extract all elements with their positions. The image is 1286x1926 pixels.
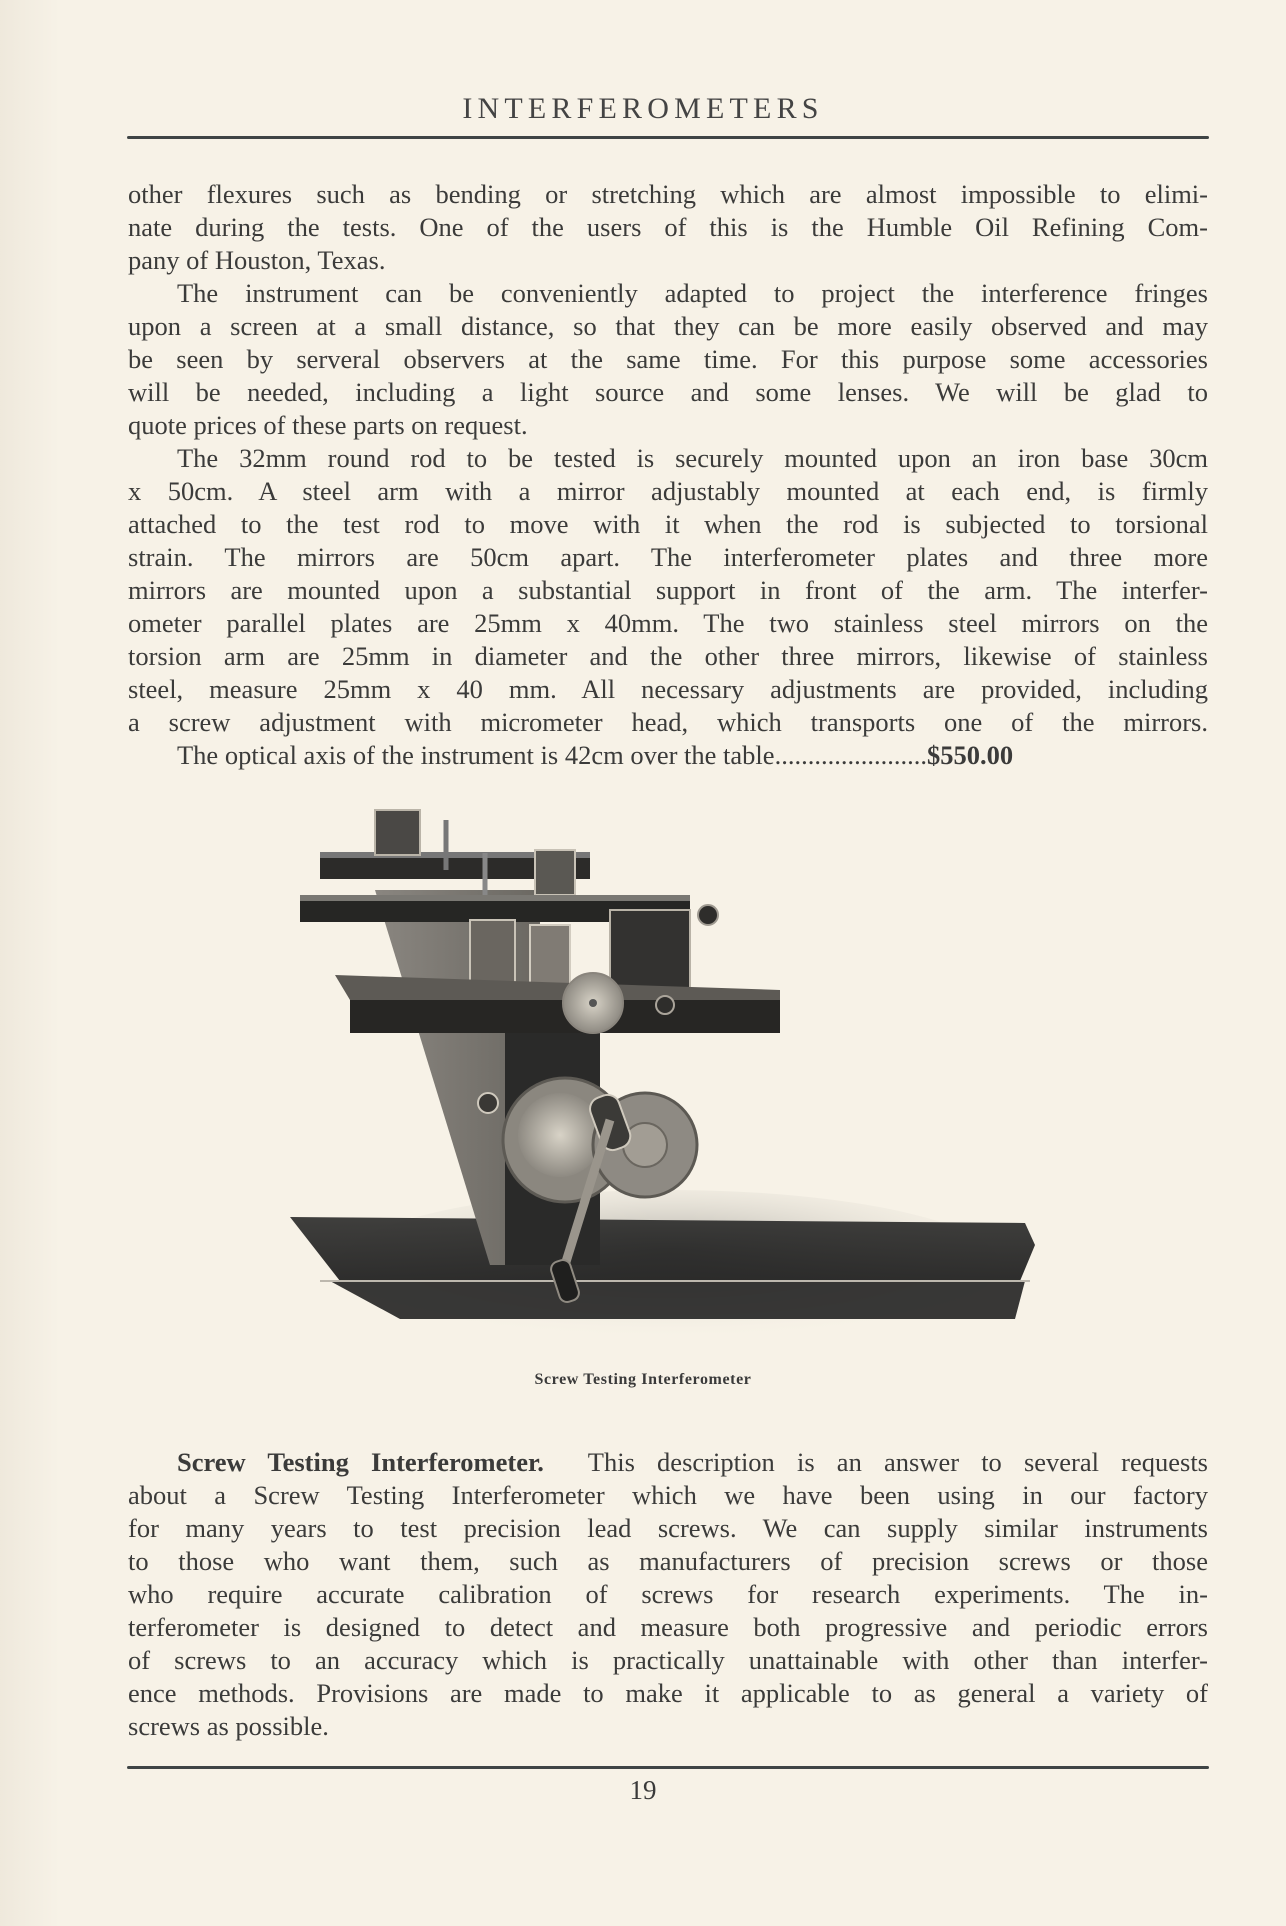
dot-leader: .......................: [774, 740, 927, 770]
text-line: strain. The mirrors are 50cm apart. The interferometer plates and three more: [128, 542, 1208, 572]
text-line: ence methods. Provisions are made to make it applicable to as general a variety of: [128, 1678, 1208, 1708]
body-text-block-1: [128, 178, 1208, 772]
text-line: for many years to test precision lead screws. We can supply similar instruments: [128, 1513, 1208, 1543]
iron-base-top: [290, 1217, 1035, 1281]
text-line: of screws to an accuracy which is practically unattainable with other than interfer-: [128, 1645, 1208, 1675]
text-line: torsion arm are 25mm in diameter and the other three mirrors, likewise of stainless: [128, 641, 1208, 671]
middle-rail-top: [300, 895, 690, 901]
text-line: steel, measure 25mm x 40 mm. All necessary adjustments are provided, including: [128, 674, 1208, 704]
header-rule: [127, 136, 1209, 139]
body-text-block-2: [128, 1446, 1208, 1743]
text-line: screws as possible.: [128, 1711, 329, 1741]
text-line: pany of Houston, Texas.: [128, 245, 386, 275]
page-edge-shade: [0, 0, 60, 1926]
text-line: attached to the test rod to move with it when the rod is subjected to torsional: [128, 509, 1208, 539]
text-line: The instrument can be conveniently adapted to project the interference fringes: [177, 278, 1208, 308]
text-line: who require accurate calibration of screws for research experiments. The in-: [128, 1579, 1208, 1609]
price-line: [128, 739, 1208, 772]
text-line: a screw adjustment with micrometer head, which transports one of the mirrors.: [128, 707, 1208, 737]
support-knob: [478, 1093, 498, 1113]
mirror-holder-1: [375, 810, 420, 855]
text-line: x 50cm. A steel arm with a mirror adjustably mounted at each end, is firmly: [128, 476, 1208, 506]
text-line: be seen by serveral observers at the same time. For this purpose some accessories: [128, 344, 1208, 374]
price-line-text: The optical axis of the instrument is 42cm over the table: [177, 740, 775, 770]
text-line: mirrors are mounted upon a substantial support in front of the arm. The interfer-: [128, 575, 1208, 605]
figure-caption: Screw Testing Interferometer: [534, 1371, 752, 1388]
shelf-knob: [656, 996, 674, 1014]
text-line: The 32mm round rod to be tested is securely mounted upon an iron base 30cm: [177, 443, 1208, 473]
running-head: INTERFEROMETERS: [462, 92, 824, 125]
run-in-heading: Screw Testing Interferometer.: [177, 1447, 544, 1477]
screw-testing-interferometer-photo: [280, 795, 1060, 1345]
text-line: upon a screen at a small distance, so that they can be more easily observed and may: [128, 311, 1208, 341]
text-line: other flexures such as bending or stretching which are almost impossible to elimi-: [128, 179, 1208, 209]
text-line: to those who want them, such as manufacturers of precision screws or those: [128, 1546, 1208, 1576]
first-line-text: This description is an answer to several requests: [587, 1447, 1208, 1477]
text-line: quote prices of these parts on request.: [128, 410, 528, 440]
text-line: will be needed, including a light source and some lenses. We will be glad to: [128, 377, 1208, 407]
text-line: [128, 1446, 1208, 1479]
graduated-dial-face: [518, 1093, 602, 1177]
price: $550.00: [926, 740, 1014, 770]
iron-base-front: [330, 1281, 1025, 1319]
page-number: 19: [629, 1775, 657, 1805]
text-line: nate during the tests. One of the users of this is the Humble Oil Refining Com-: [128, 212, 1208, 242]
text-line: ometer parallel plates are 25mm x 40mm. The two stainless steel mirrors on the: [128, 608, 1208, 638]
adjustment-knob: [698, 905, 718, 925]
footer-rule: [127, 1766, 1209, 1769]
micrometer-center: [589, 999, 597, 1007]
text-line: terferometer is designed to detect and measure both progressive and periodic errors: [128, 1612, 1208, 1642]
text-line: about a Screw Testing Interferometer which we have been using in our factory: [128, 1480, 1208, 1510]
mirror-holder-2: [535, 850, 575, 895]
